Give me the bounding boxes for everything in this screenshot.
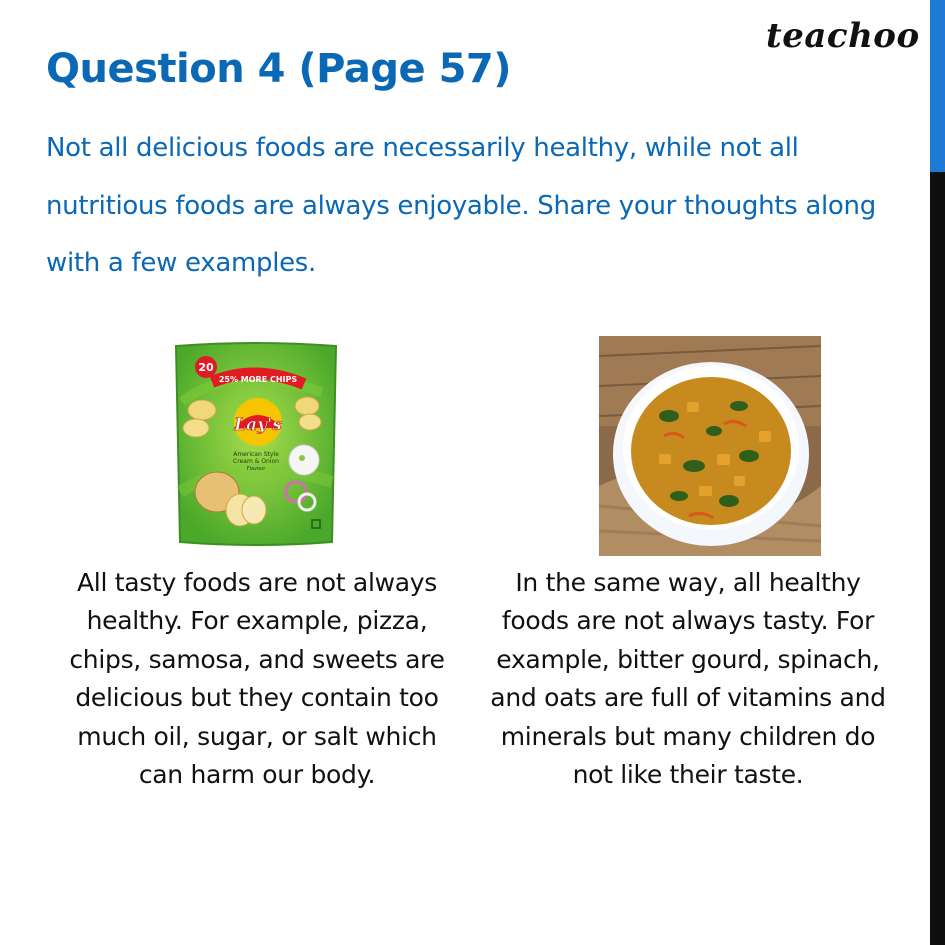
packet-style-text: American Style (233, 451, 279, 458)
teachoo-logo: teachoo (766, 16, 920, 56)
packet-flavour-label: Flavour (246, 466, 266, 472)
answer-right-text: In the same way, all healthy foods are not always tasty. For example, bitter gourd, spinach, and oats are full of vitamins and minerals but many children do not like their taste. (490, 568, 886, 790)
scrollbar-thumb[interactable] (930, 0, 945, 172)
vegetable-curry-bowl-image (599, 336, 821, 556)
answer-left-text: All tasty foods are not always healthy. For example, pizza, chips, samosa, and sweets are delicious but they contain too much oil, sugar, or salt which can harm our body. (69, 568, 445, 790)
scrollbar-track[interactable] (930, 0, 945, 945)
page-title: Question 4 (Page 57) (46, 46, 512, 92)
chips-packet-image (172, 342, 340, 549)
question-text: Not all delicious foods are necessarily healthy, while not all nutritious foods are always enjoyable. Share your thoughts along with a few examples. (46, 133, 876, 278)
packet-brand-text: Lay's (234, 415, 282, 435)
packet-price-badge: 20 (198, 361, 214, 374)
packet-more-chips-text: 25% MORE CHIPS (218, 375, 298, 384)
packet-flavour-text: Cream & Onion (233, 458, 279, 465)
